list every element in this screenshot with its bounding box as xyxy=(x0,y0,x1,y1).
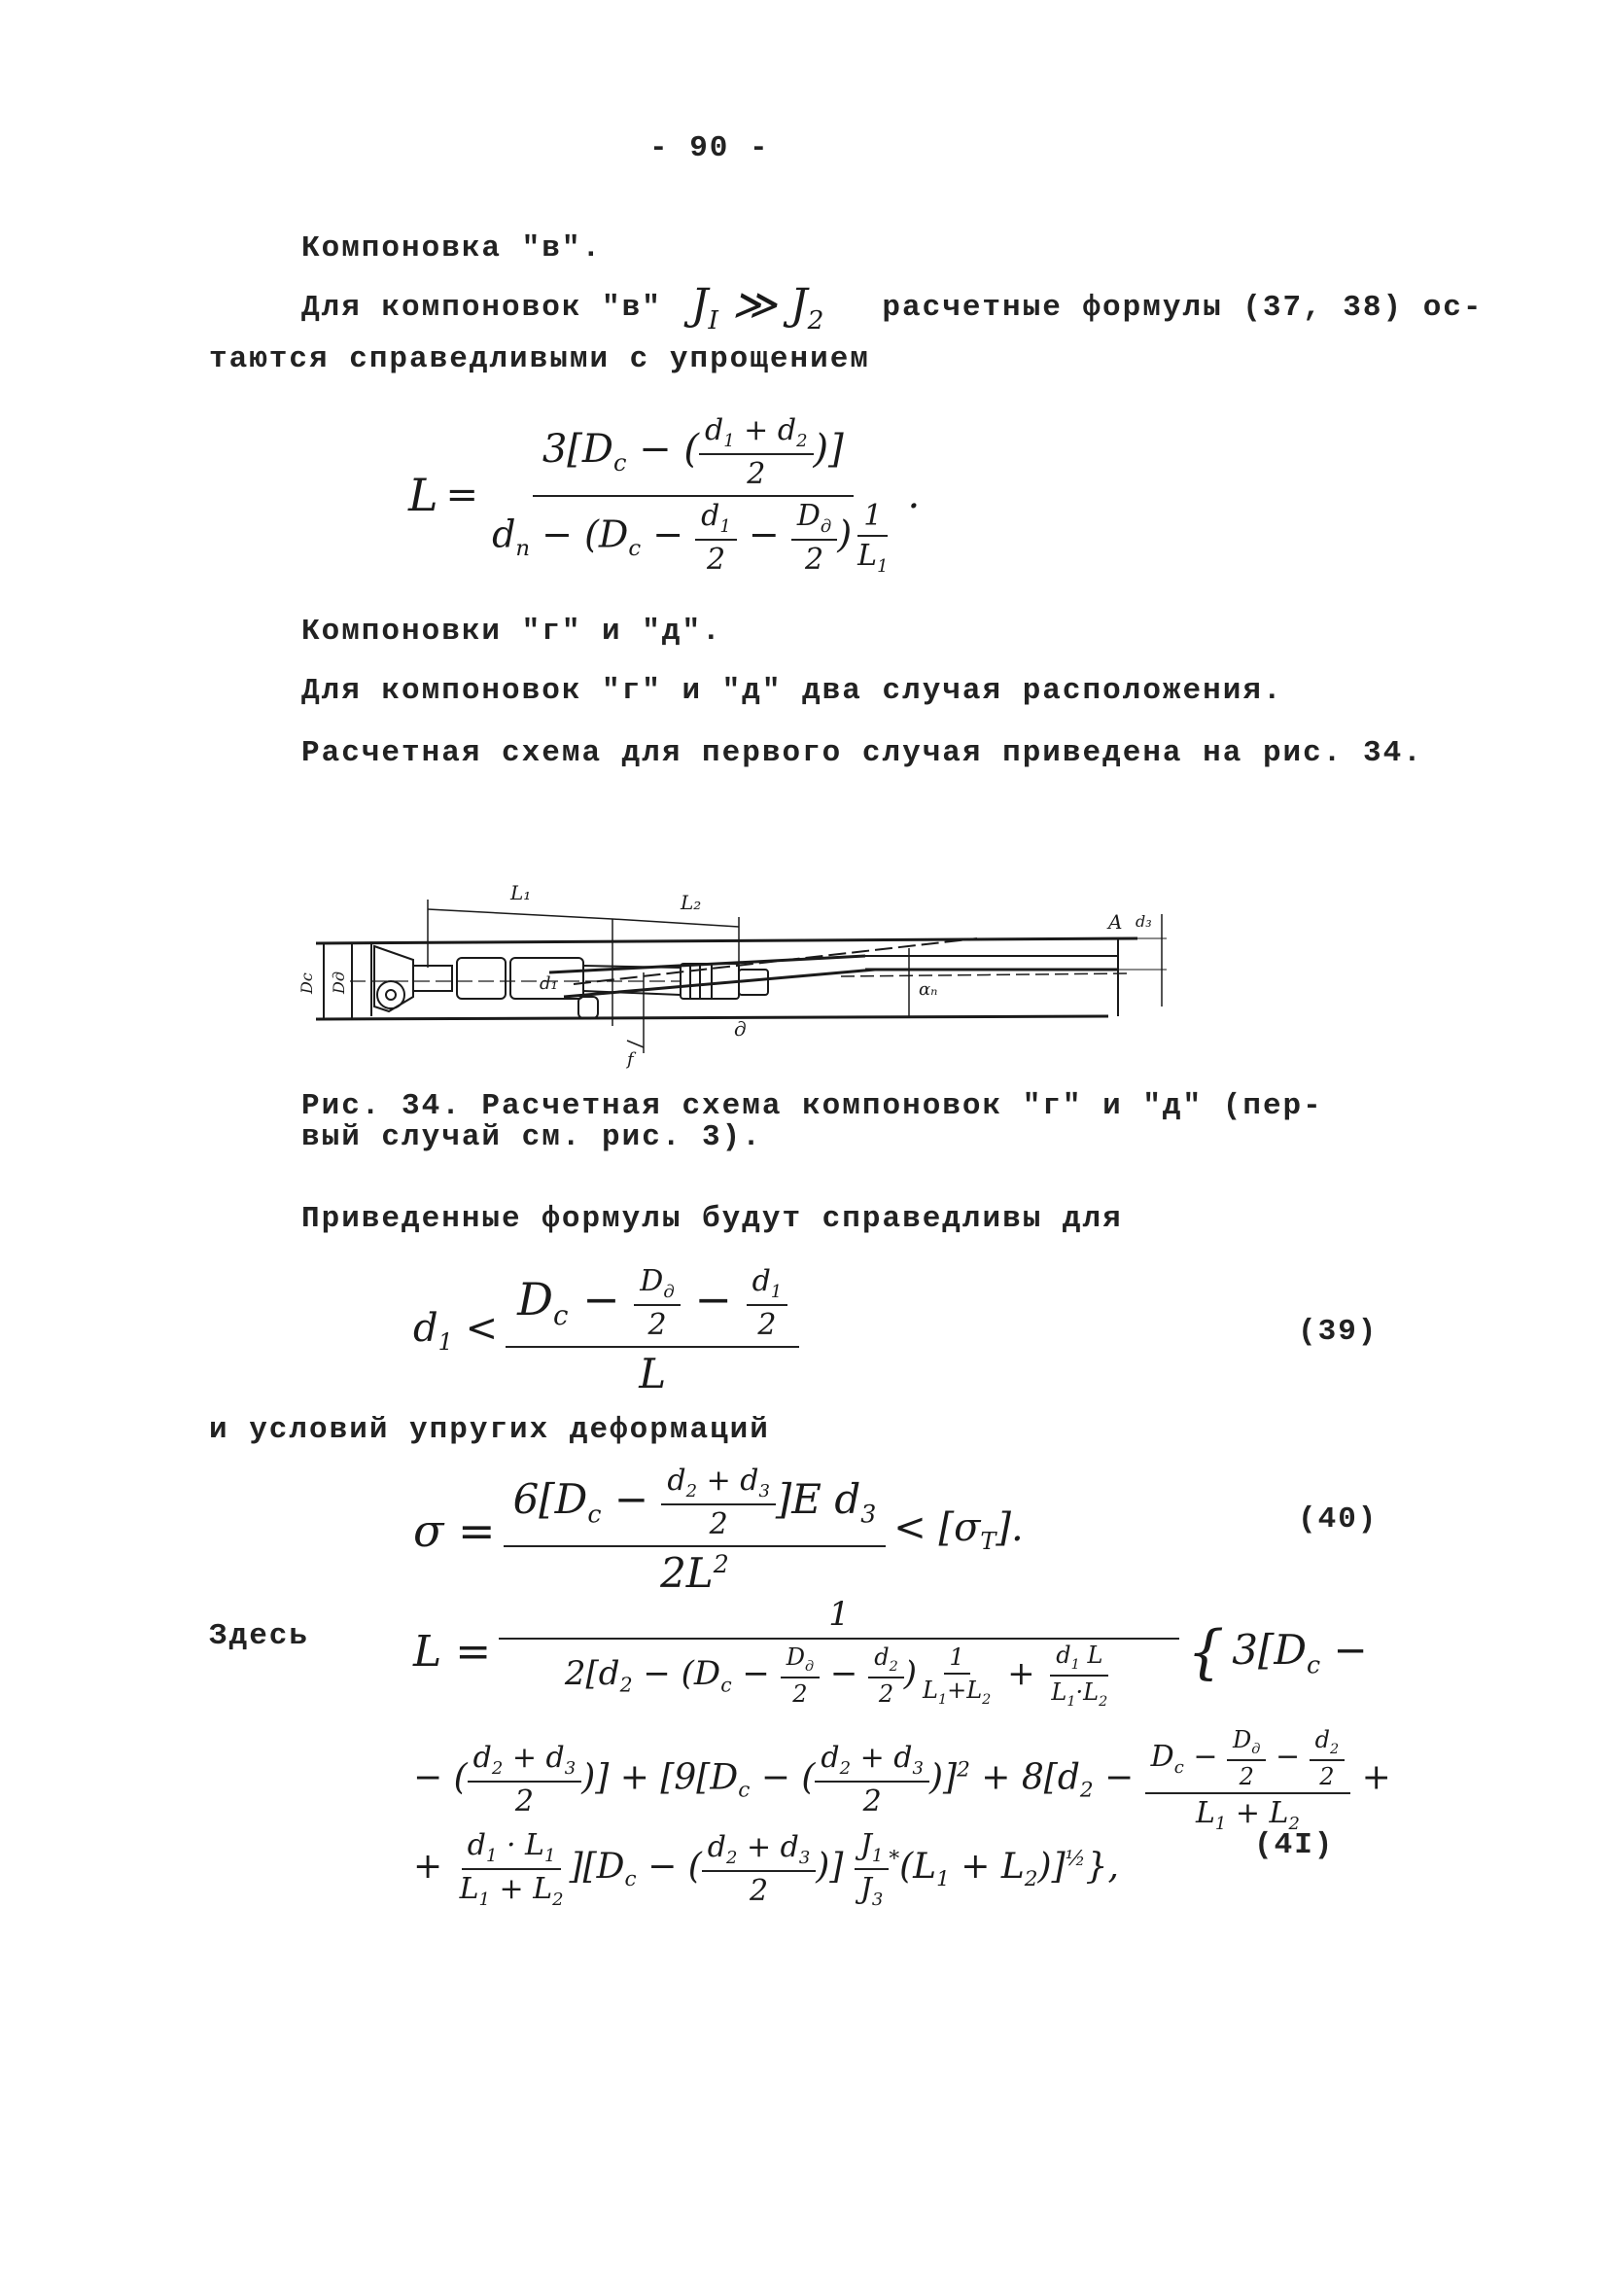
paragraph-v-line2: таются справедливыми с упрощением xyxy=(209,342,870,376)
equation-number-39: (39) xyxy=(1298,1315,1379,1349)
label-Dd: Dд xyxy=(330,971,348,994)
label-A: A xyxy=(1108,910,1123,934)
label-f: f xyxy=(627,1049,634,1070)
figure-caption-line1: Рис. 34. Расчетная схема компоновок "г" и "д" (пер- xyxy=(301,1089,1323,1123)
formula-eq: = xyxy=(445,473,479,517)
label-d1: d₁ xyxy=(540,973,558,994)
formula-denominator: $d_n - (D_c$ − $\frac{d_1}{2}$ − $\frac{D_д}{2}$ ) $\frac{1}{L_1}$ xyxy=(492,499,889,577)
paragraph-after-figure: Приведенные формулы будут справедливы для xyxy=(301,1202,1123,1236)
page-number: - 90 - xyxy=(649,131,770,165)
paragraph-suffix: расчетные формулы (37, 38) ос- xyxy=(882,290,1484,325)
label-Dc: Dc xyxy=(297,972,316,994)
formula-41-line1: L = 1 $2[d_2 - (D_c$ − $\frac{D_д}{2}$ − $\frac{d_2}{2}$ ) $\frac{1}{L_1+L_2}$ + $\frac{d_1 L}{L_1\cdot L_2}$ { $3[D_c$ − xyxy=(413,1595,1368,1710)
formula-fraction xyxy=(486,413,899,577)
formula-41-line2: − ( $\frac{d_2 + d_3}{2}$ )] + [$9[D_c$ − ( $\frac{d_2 + d_3}{2}$ )]$^2 + 8[d_2$ − $D_c$ − $\frac{D_д}{2}$ − $\frac{d_2}{2}$ $L_1 + L_2$ + xyxy=(413,1726,1391,1834)
label-L2: L₂ xyxy=(681,891,702,914)
here-label: Здесь xyxy=(209,1619,310,1653)
formula-40: σ = $6[D_c$ − $\frac{d_2 + d_3}{2}$ ]E $d_3$ $2L^2$ < $[\sigma_T]$. xyxy=(413,1464,1024,1597)
label-L1: L₁ xyxy=(510,881,532,904)
section-heading-gd: Компоновки "г" и "д". xyxy=(301,615,722,649)
paragraph-elastic: и условий упругих деформаций xyxy=(209,1413,770,1447)
paragraph-gd-line1: Для компоновок "г" и "д" два случая расположения. xyxy=(301,674,1283,708)
figure-caption-line2: вый случай см. рис. 3). xyxy=(301,1120,762,1154)
paragraph-gd-line2: Расчетная схема для первого случая приведена на рис. 34. xyxy=(301,736,1423,770)
section-heading-v: Компоновка "в". xyxy=(301,231,603,265)
paragraph-prefix: Для компоновок "в" xyxy=(301,290,662,325)
formula-v xyxy=(408,413,920,577)
paragraph-v-line1 xyxy=(301,280,1484,336)
label-d: д xyxy=(734,1017,747,1041)
formula-numerator: $3[D_c$ − ( $\frac{d_1 + d_2}{2}$ )] xyxy=(533,413,854,497)
equation-number-40: (40) xyxy=(1298,1502,1379,1537)
equation-number-41: (4I) xyxy=(1254,1828,1335,1862)
figure-34-drawing xyxy=(292,880,1254,1075)
label-alpha: αₙ xyxy=(919,979,938,1000)
relation-j1-j2: $J_I$ ≫ $J_2$ xyxy=(690,280,824,336)
formula-39: $d_1$ < $D_c$ − $\frac{D_д}{2}$ − $\frac{d_1}{2}$ L xyxy=(413,1264,799,1397)
formula-41-line3: + $\frac{d_1 \cdot L_1}{L_1 + L_2}$ ][$D_c$ − ( $\frac{d_2 + d_3}{2}$ )] $\frac{J_1}{J_3}$ $^*(L_1 + L_2)]^{\frac{1}{2}}$}, xyxy=(413,1828,1119,1910)
formula-trailing: . xyxy=(907,473,921,517)
formula-lhs: L xyxy=(408,469,438,521)
label-d3: d₃ xyxy=(1136,912,1152,931)
